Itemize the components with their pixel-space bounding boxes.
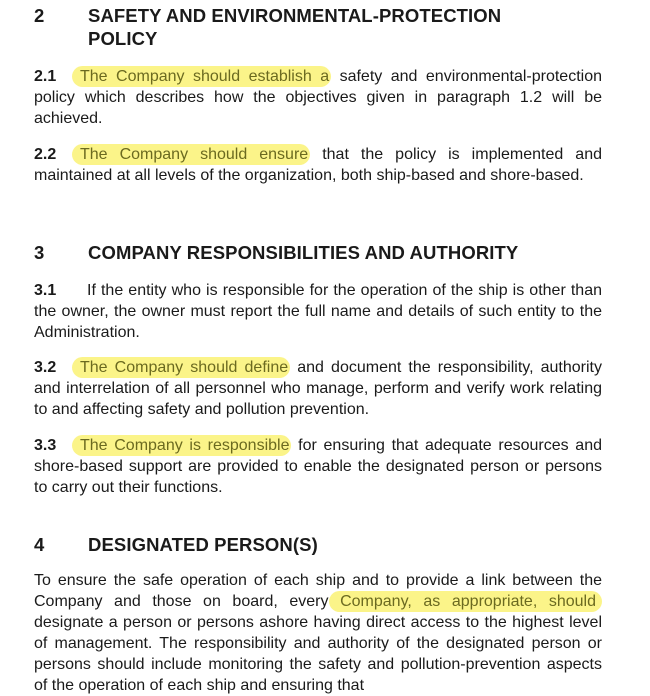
paragraph-number: 2.1: [34, 68, 57, 85]
paragraph-3-2: [34, 357, 602, 420]
section-number: 4: [34, 534, 45, 555]
highlighted-text: The Company should define: [72, 357, 290, 378]
highlighted-text: The Company should establish a: [72, 66, 331, 87]
section-title: COMPANY RESPONSIBILITIES AND AUTHORITY: [88, 242, 519, 263]
section-number: 2: [34, 5, 45, 26]
highlighted-text: Company, as appropriate, should: [329, 591, 603, 612]
paragraph-2-2: [34, 144, 602, 186]
section-title: DESIGNATED PERSON(S): [88, 534, 318, 555]
paragraph-text: for ensuring that adequate resources and shore-based support are provided to enable the designated person or persons to carry out their functions.: [34, 437, 602, 496]
section-number: 3: [34, 242, 45, 263]
paragraph-text: safety and environmental-protection policy which describes how the objectives given in paragraph 1.2 will be achieved.: [34, 68, 603, 127]
paragraph-3-3: [34, 435, 602, 498]
section-4-heading: [34, 533, 602, 556]
paragraph-text: If the entity who is responsible for the operation of the ship is other than the owner, the owner must report the full name and details of such entity to the Administration.: [34, 282, 602, 341]
paragraph-3-1: [34, 280, 602, 343]
highlighted-text: The Company should ensure: [72, 144, 310, 165]
paragraph-text: and document the responsibility, authority and interrelation of all personnel who manage, perform and verify work relating to and affecting safety and pollution prevention.: [34, 359, 602, 418]
paragraph-2-1: [34, 66, 602, 129]
paragraph-4: [34, 570, 602, 696]
paragraph-text: that the policy is implemented and maintained at all levels of the organization, both ship-based and shore-based.: [34, 146, 603, 184]
section-title-cont: POLICY: [88, 28, 158, 49]
section-3-heading: [34, 241, 602, 264]
section-title: SAFETY AND ENVIRONMENTAL-PROTECTION: [88, 5, 502, 26]
paragraph-number: 2.2: [34, 146, 57, 163]
paragraph-number: 3.3: [34, 437, 57, 454]
highlighted-text: The Company is responsible: [72, 435, 291, 456]
paragraph-number: 3.1: [34, 282, 57, 299]
paragraph-number: 3.2: [34, 359, 57, 376]
section-2-heading: [34, 4, 602, 50]
paragraph-text-cont: designate a person or persons ashore having direct access to the highest level of management. The responsibility and authority of the designated person or persons should include monitoring the safety and pollution-prevention aspects of the operation of each ship and ensuring that: [34, 614, 602, 694]
paragraph-text: To ensure the safe operation of each ship and to provide a link between the Company and those on board, every: [34, 572, 602, 610]
